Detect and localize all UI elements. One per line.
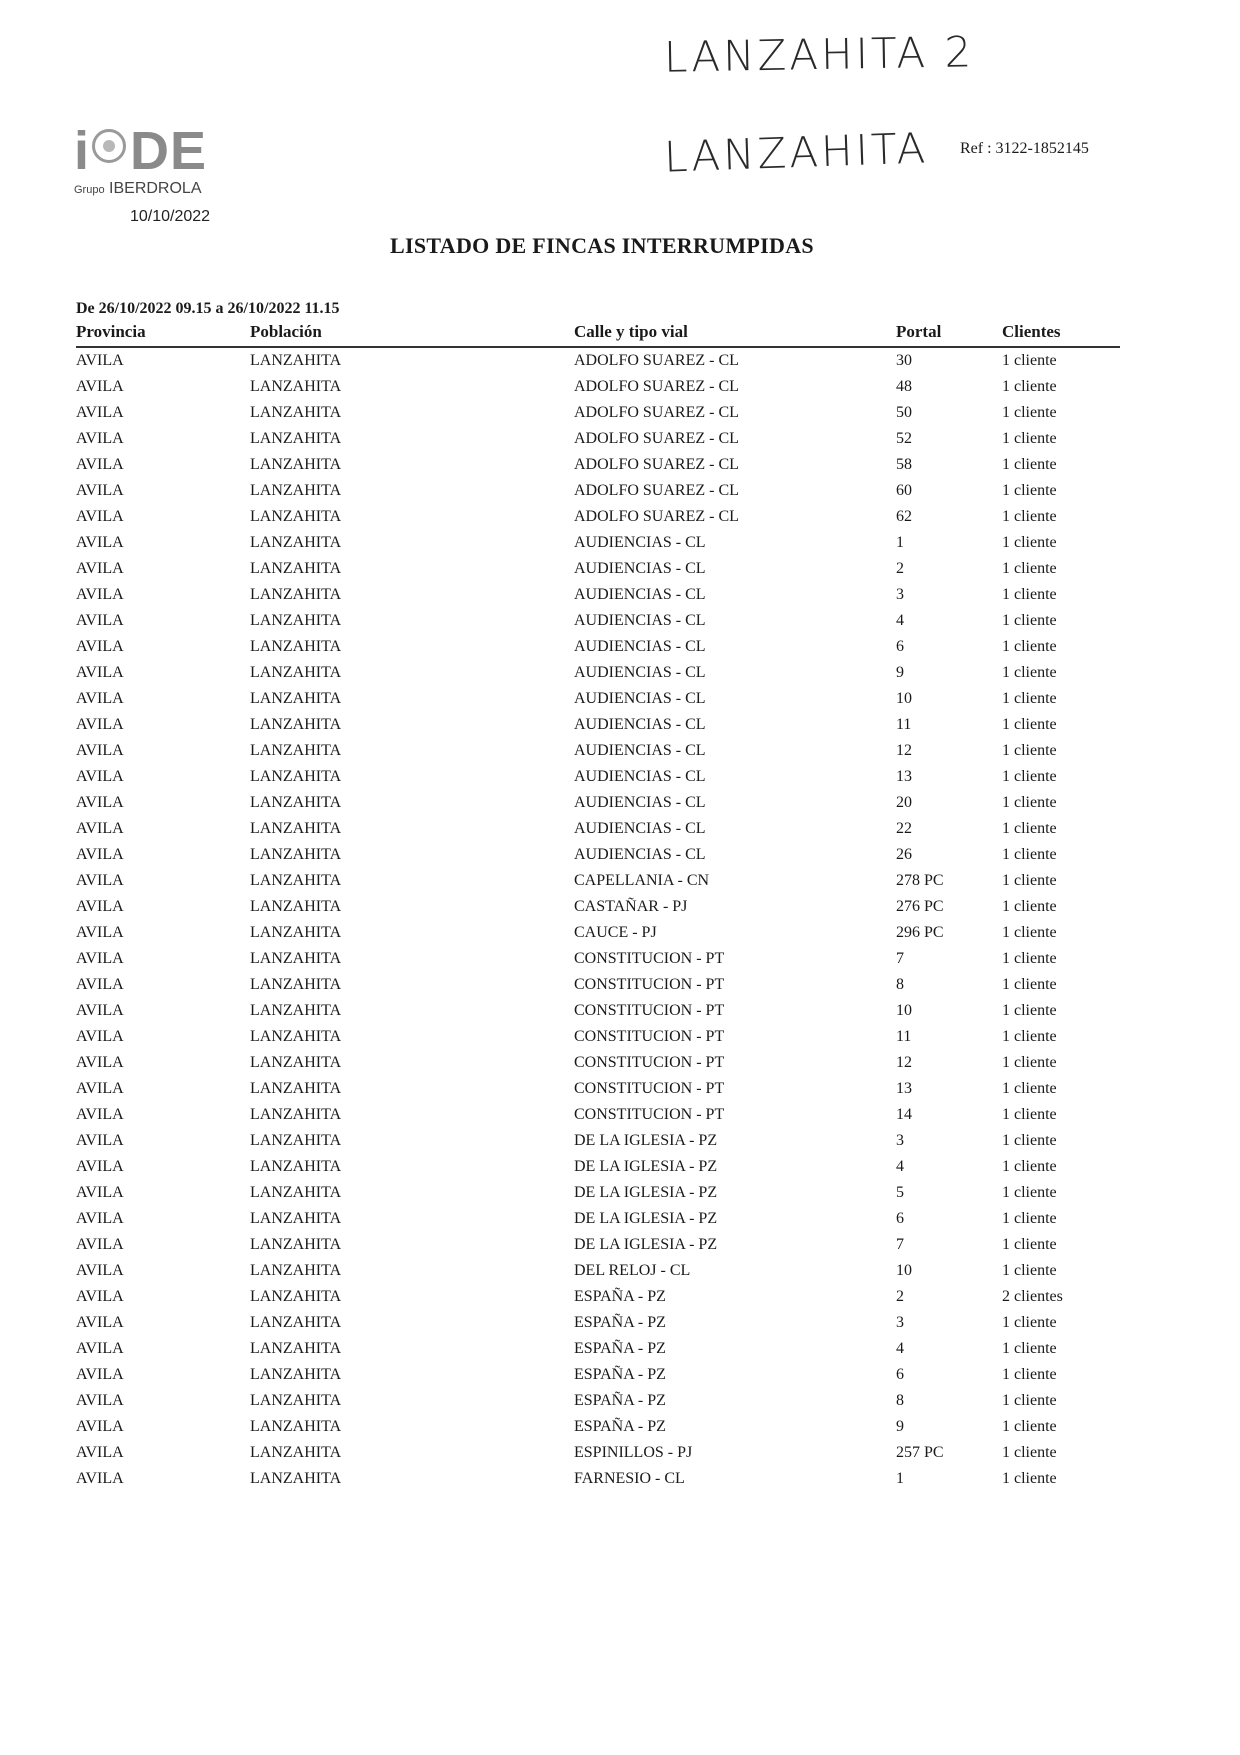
table-row	[76, 400, 1120, 426]
cell-poblacion: LANZAHITA	[250, 872, 342, 889]
cell-portal: 257 PC	[896, 1444, 944, 1461]
column-header-clientes: Clientes	[1002, 322, 1061, 341]
cell-provincia: AVILA	[76, 1158, 124, 1175]
cell-poblacion: LANZAHITA	[250, 1158, 342, 1175]
cell-provincia: AVILA	[76, 1210, 124, 1227]
cell-portal: 20	[896, 794, 912, 811]
cell-poblacion: LANZAHITA	[250, 1418, 342, 1435]
cell-clientes: 1 cliente	[1002, 1236, 1057, 1253]
table-row	[76, 1466, 1120, 1492]
cell-poblacion: LANZAHITA	[250, 690, 342, 707]
cell-calle: CONSTITUCION - PT	[574, 1106, 725, 1123]
cell-poblacion: LANZAHITA	[250, 352, 342, 369]
ide-logo-mark: i DE	[74, 121, 208, 181]
cell-portal: 30	[896, 352, 912, 369]
cell-portal: 6	[896, 1366, 904, 1383]
cell-provincia: AVILA	[76, 950, 124, 967]
cell-portal: 9	[896, 664, 904, 681]
cell-provincia: AVILA	[76, 846, 124, 863]
table-row	[76, 868, 1120, 894]
cell-poblacion: LANZAHITA	[250, 716, 342, 733]
cell-provincia: AVILA	[76, 1132, 124, 1149]
cell-poblacion: LANZAHITA	[250, 950, 342, 967]
cell-portal: 3	[896, 586, 904, 603]
handwritten-note-2: LANZAHITA	[663, 123, 929, 182]
cell-calle: AUDIENCIAS - CL	[574, 638, 706, 655]
cell-poblacion: LANZAHITA	[250, 1054, 342, 1071]
cell-clientes: 1 cliente	[1002, 898, 1057, 915]
cell-clientes: 1 cliente	[1002, 820, 1057, 837]
cell-clientes: 1 cliente	[1002, 352, 1057, 369]
cell-portal: 1	[896, 1470, 904, 1487]
cell-clientes: 1 cliente	[1002, 1080, 1057, 1097]
cell-poblacion: LANZAHITA	[250, 924, 342, 941]
cell-clientes: 1 cliente	[1002, 1132, 1057, 1149]
cell-provincia: AVILA	[76, 534, 124, 551]
cell-clientes: 1 cliente	[1002, 742, 1057, 759]
cell-calle: ADOLFO SUAREZ - CL	[574, 508, 739, 525]
table-row	[76, 1076, 1120, 1102]
table-row	[76, 348, 1120, 374]
cell-poblacion: LANZAHITA	[250, 1366, 342, 1383]
cell-portal: 6	[896, 638, 904, 655]
table-row	[76, 504, 1120, 530]
cell-portal: 14	[896, 1106, 912, 1123]
cell-provincia: AVILA	[76, 1002, 124, 1019]
table-row	[76, 686, 1120, 712]
cell-portal: 1	[896, 534, 904, 551]
cell-calle: CONSTITUCION - PT	[574, 950, 725, 967]
cell-calle: DE LA IGLESIA - PZ	[574, 1210, 718, 1227]
cell-portal: 2	[896, 1288, 904, 1305]
cell-clientes: 1 cliente	[1002, 638, 1057, 655]
cell-poblacion: LANZAHITA	[250, 1028, 342, 1045]
cell-portal: 12	[896, 742, 912, 759]
cell-calle: AUDIENCIAS - CL	[574, 768, 706, 785]
cell-provincia: AVILA	[76, 560, 124, 577]
cell-clientes: 1 cliente	[1002, 1392, 1057, 1409]
cell-poblacion: LANZAHITA	[250, 794, 342, 811]
cell-calle: CAUCE - PJ	[574, 924, 657, 941]
cell-portal: 12	[896, 1054, 912, 1071]
cell-clientes: 1 cliente	[1002, 1314, 1057, 1331]
cell-provincia: AVILA	[76, 378, 124, 395]
cell-portal: 60	[896, 482, 912, 499]
cell-calle: CAPELLANIA - CN	[574, 872, 710, 889]
cell-clientes: 1 cliente	[1002, 508, 1057, 525]
cell-calle: DE LA IGLESIA - PZ	[574, 1236, 718, 1253]
cell-provincia: AVILA	[76, 1392, 124, 1409]
cell-calle: AUDIENCIAS - CL	[574, 846, 706, 863]
cell-calle: ADOLFO SUAREZ - CL	[574, 482, 739, 499]
table-row	[76, 816, 1120, 842]
cell-calle: AUDIENCIAS - CL	[574, 820, 706, 837]
cell-poblacion: LANZAHITA	[250, 1470, 342, 1487]
table-row	[76, 530, 1120, 556]
iberdrola-logo	[74, 121, 224, 204]
cell-portal: 5	[896, 1184, 904, 1201]
table-row	[76, 608, 1120, 634]
cell-calle: ADOLFO SUAREZ - CL	[574, 352, 739, 369]
cell-clientes: 1 cliente	[1002, 976, 1057, 993]
fincas-table	[76, 322, 1120, 1492]
cell-clientes: 1 cliente	[1002, 846, 1057, 863]
cell-portal: 62	[896, 508, 912, 525]
table-row	[76, 790, 1120, 816]
cell-clientes: 1 cliente	[1002, 612, 1057, 629]
cell-portal: 276 PC	[896, 898, 944, 915]
cell-calle: ADOLFO SUAREZ - CL	[574, 404, 739, 421]
cell-clientes: 1 cliente	[1002, 924, 1057, 941]
cell-poblacion: LANZAHITA	[250, 482, 342, 499]
cell-poblacion: LANZAHITA	[250, 898, 342, 915]
cell-portal: 52	[896, 430, 912, 447]
cell-provincia: AVILA	[76, 612, 124, 629]
cell-portal: 58	[896, 456, 912, 473]
cell-provincia: AVILA	[76, 976, 124, 993]
cell-poblacion: LANZAHITA	[250, 378, 342, 395]
cell-calle: CONSTITUCION - PT	[574, 1002, 725, 1019]
table-row	[76, 1414, 1120, 1440]
cell-portal: 48	[896, 378, 912, 395]
table-row	[76, 1284, 1120, 1310]
table-row	[76, 426, 1120, 452]
cell-clientes: 1 cliente	[1002, 1262, 1057, 1279]
cell-portal: 10	[896, 690, 912, 707]
cell-calle: DE LA IGLESIA - PZ	[574, 1184, 718, 1201]
table-row	[76, 1206, 1120, 1232]
cell-provincia: AVILA	[76, 872, 124, 889]
cell-portal: 10	[896, 1002, 912, 1019]
cell-portal: 10	[896, 1262, 912, 1279]
cell-provincia: AVILA	[76, 742, 124, 759]
cell-provincia: AVILA	[76, 456, 124, 473]
cell-provincia: AVILA	[76, 430, 124, 447]
table-row	[76, 1440, 1120, 1466]
cell-provincia: AVILA	[76, 1340, 124, 1357]
cell-calle: ADOLFO SUAREZ - CL	[574, 378, 739, 395]
cell-poblacion: LANZAHITA	[250, 1444, 342, 1461]
document-title: LISTADO DE FINCAS INTERRUMPIDAS	[390, 233, 814, 258]
cell-poblacion: LANZAHITA	[250, 1262, 342, 1279]
cell-provincia: AVILA	[76, 1418, 124, 1435]
cell-provincia: AVILA	[76, 1444, 124, 1461]
handwritten-note-1: LANZAHITA 2	[663, 27, 975, 82]
cell-clientes: 1 cliente	[1002, 1184, 1057, 1201]
cell-poblacion: LANZAHITA	[250, 1210, 342, 1227]
cell-poblacion: LANZAHITA	[250, 404, 342, 421]
cell-clientes: 1 cliente	[1002, 1158, 1057, 1175]
cell-calle: CONSTITUCION - PT	[574, 976, 725, 993]
cell-poblacion: LANZAHITA	[250, 1288, 342, 1305]
cell-provincia: AVILA	[76, 1184, 124, 1201]
cell-poblacion: LANZAHITA	[250, 638, 342, 655]
cell-clientes: 1 cliente	[1002, 664, 1057, 681]
cell-calle: ESPAÑA - PZ	[574, 1314, 666, 1331]
cell-portal: 6	[896, 1210, 904, 1227]
cell-provincia: AVILA	[76, 664, 124, 681]
cell-clientes: 1 cliente	[1002, 1444, 1057, 1461]
table-row	[76, 1128, 1120, 1154]
cell-portal: 4	[896, 612, 904, 629]
table-row	[76, 738, 1120, 764]
cell-provincia: AVILA	[76, 1314, 124, 1331]
column-header-poblacion: Población	[250, 322, 322, 341]
cell-portal: 9	[896, 1418, 904, 1435]
cell-clientes: 1 cliente	[1002, 430, 1057, 447]
cell-clientes: 1 cliente	[1002, 690, 1057, 707]
cell-poblacion: LANZAHITA	[250, 1132, 342, 1149]
cell-portal: 4	[896, 1158, 904, 1175]
cell-provincia: AVILA	[76, 690, 124, 707]
cell-portal: 11	[896, 716, 912, 733]
cell-poblacion: LANZAHITA	[250, 612, 342, 629]
cell-provincia: AVILA	[76, 898, 124, 915]
cell-portal: 13	[896, 768, 912, 785]
cell-clientes: 1 cliente	[1002, 1002, 1057, 1019]
cell-clientes: 1 cliente	[1002, 560, 1057, 577]
table-row	[76, 1336, 1120, 1362]
cell-portal: 8	[896, 1392, 904, 1409]
cell-clientes: 1 cliente	[1002, 950, 1057, 967]
cell-clientes: 1 cliente	[1002, 716, 1057, 733]
cell-calle: AUDIENCIAS - CL	[574, 664, 706, 681]
cell-clientes: 1 cliente	[1002, 456, 1057, 473]
cell-clientes: 1 cliente	[1002, 482, 1057, 499]
cell-portal: 4	[896, 1340, 904, 1357]
cell-clientes: 1 cliente	[1002, 1418, 1057, 1435]
table-row	[76, 920, 1120, 946]
cell-portal: 3	[896, 1314, 904, 1331]
cell-provincia: AVILA	[76, 352, 124, 369]
cell-calle: DE LA IGLESIA - PZ	[574, 1158, 718, 1175]
cell-provincia: AVILA	[76, 768, 124, 785]
cell-clientes: 1 cliente	[1002, 1054, 1057, 1071]
cell-provincia: AVILA	[76, 716, 124, 733]
cell-clientes: 1 cliente	[1002, 378, 1057, 395]
table-row	[76, 660, 1120, 686]
cell-poblacion: LANZAHITA	[250, 1392, 342, 1409]
table-header	[76, 322, 1120, 348]
cell-clientes: 1 cliente	[1002, 404, 1057, 421]
cell-provincia: AVILA	[76, 1080, 124, 1097]
cell-poblacion: LANZAHITA	[250, 1314, 342, 1331]
cell-clientes: 1 cliente	[1002, 586, 1057, 603]
table-row	[76, 894, 1120, 920]
column-header-calle: Calle y tipo vial	[574, 322, 688, 341]
cell-poblacion: LANZAHITA	[250, 456, 342, 473]
cell-portal: 11	[896, 1028, 912, 1045]
cell-poblacion: LANZAHITA	[250, 1106, 342, 1123]
table-row	[76, 374, 1120, 400]
cell-poblacion: LANZAHITA	[250, 1002, 342, 1019]
cell-portal: 2	[896, 560, 904, 577]
cell-provincia: AVILA	[76, 1366, 124, 1383]
table-row	[76, 1102, 1120, 1128]
table-row	[76, 1154, 1120, 1180]
cell-clientes: 1 cliente	[1002, 1106, 1057, 1123]
column-header-portal: Portal	[896, 322, 942, 341]
cell-calle: DE LA IGLESIA - PZ	[574, 1132, 718, 1149]
cell-portal: 22	[896, 820, 912, 837]
cell-portal: 13	[896, 1080, 912, 1097]
cell-provincia: AVILA	[76, 508, 124, 525]
cell-poblacion: LANZAHITA	[250, 742, 342, 759]
cell-portal: 50	[896, 404, 912, 421]
table-row	[76, 972, 1120, 998]
cell-poblacion: LANZAHITA	[250, 976, 342, 993]
cell-clientes: 1 cliente	[1002, 872, 1057, 889]
cell-provincia: AVILA	[76, 1106, 124, 1123]
cell-provincia: AVILA	[76, 638, 124, 655]
cell-poblacion: LANZAHITA	[250, 430, 342, 447]
cell-calle: ESPAÑA - PZ	[574, 1288, 666, 1305]
cell-provincia: AVILA	[76, 1262, 124, 1279]
table-row	[76, 634, 1120, 660]
table-row	[76, 946, 1120, 972]
table-row	[76, 1258, 1120, 1284]
cell-provincia: AVILA	[76, 1236, 124, 1253]
cell-calle: AUDIENCIAS - CL	[574, 560, 706, 577]
table-row	[76, 764, 1120, 790]
date-range: De 26/10/2022 09.15 a 26/10/2022 11.15	[76, 300, 340, 317]
cell-calle: ESPINILLOS - PJ	[574, 1444, 693, 1461]
document-date: 10/10/2022	[130, 208, 211, 225]
cell-poblacion: LANZAHITA	[250, 508, 342, 525]
cell-provincia: AVILA	[76, 482, 124, 499]
cell-provincia: AVILA	[76, 794, 124, 811]
table-row	[76, 1024, 1120, 1050]
cell-provincia: AVILA	[76, 586, 124, 603]
cell-calle: DEL RELOJ - CL	[574, 1262, 691, 1279]
cell-poblacion: LANZAHITA	[250, 846, 342, 863]
cell-calle: AUDIENCIAS - CL	[574, 794, 706, 811]
cell-clientes: 1 cliente	[1002, 1210, 1057, 1227]
cell-portal: 8	[896, 976, 904, 993]
table-row	[76, 478, 1120, 504]
cell-clientes: 1 cliente	[1002, 794, 1057, 811]
cell-clientes: 1 cliente	[1002, 1470, 1057, 1487]
cell-poblacion: LANZAHITA	[250, 586, 342, 603]
cell-poblacion: LANZAHITA	[250, 560, 342, 577]
reference-number: Ref : 3122-1852145	[960, 140, 1089, 157]
cell-portal: 26	[896, 846, 912, 863]
cell-calle: CONSTITUCION - PT	[574, 1028, 725, 1045]
cell-poblacion: LANZAHITA	[250, 1340, 342, 1357]
cell-calle: CONSTITUCION - PT	[574, 1080, 725, 1097]
cell-poblacion: LANZAHITA	[250, 1236, 342, 1253]
table-row	[76, 582, 1120, 608]
cell-poblacion: LANZAHITA	[250, 768, 342, 785]
cell-calle: AUDIENCIAS - CL	[574, 586, 706, 603]
logo-subtitle: Grupo IBERDROLA	[74, 180, 202, 197]
cell-clientes: 1 cliente	[1002, 534, 1057, 551]
cell-poblacion: LANZAHITA	[250, 534, 342, 551]
cell-calle: AUDIENCIAS - CL	[574, 690, 706, 707]
cell-calle: ADOLFO SUAREZ - CL	[574, 430, 739, 447]
table-row	[76, 1232, 1120, 1258]
logo-dot-icon	[92, 129, 126, 163]
table-row	[76, 842, 1120, 868]
cell-provincia: AVILA	[76, 820, 124, 837]
cell-provincia: AVILA	[76, 1288, 124, 1305]
table-row	[76, 1388, 1120, 1414]
cell-clientes: 2 clientes	[1002, 1288, 1063, 1305]
cell-calle: AUDIENCIAS - CL	[574, 612, 706, 629]
cell-poblacion: LANZAHITA	[250, 820, 342, 837]
cell-calle: ADOLFO SUAREZ - CL	[574, 456, 739, 473]
cell-portal: 278 PC	[896, 872, 944, 889]
cell-provincia: AVILA	[76, 1028, 124, 1045]
cell-provincia: AVILA	[76, 404, 124, 421]
table-body	[76, 348, 1120, 1492]
cell-poblacion: LANZAHITA	[250, 664, 342, 681]
cell-portal: 7	[896, 950, 904, 967]
cell-calle: ESPAÑA - PZ	[574, 1366, 666, 1383]
table-row	[76, 1310, 1120, 1336]
table-row	[76, 998, 1120, 1024]
cell-calle: CASTAÑAR - PJ	[574, 898, 688, 915]
cell-calle: AUDIENCIAS - CL	[574, 716, 706, 733]
column-header-provincia: Provincia	[76, 322, 146, 341]
cell-provincia: AVILA	[76, 924, 124, 941]
cell-calle: ESPAÑA - PZ	[574, 1418, 666, 1435]
cell-poblacion: LANZAHITA	[250, 1080, 342, 1097]
cell-clientes: 1 cliente	[1002, 1340, 1057, 1357]
table-row	[76, 1050, 1120, 1076]
cell-calle: CONSTITUCION - PT	[574, 1054, 725, 1071]
cell-calle: FARNESIO - CL	[574, 1470, 685, 1487]
cell-provincia: AVILA	[76, 1054, 124, 1071]
cell-poblacion: LANZAHITA	[250, 1184, 342, 1201]
cell-portal: 7	[896, 1236, 904, 1253]
table-row	[76, 712, 1120, 738]
cell-clientes: 1 cliente	[1002, 768, 1057, 785]
table-row	[76, 1180, 1120, 1206]
cell-calle: ESPAÑA - PZ	[574, 1340, 666, 1357]
cell-calle: AUDIENCIAS - CL	[574, 534, 706, 551]
cell-portal: 3	[896, 1132, 904, 1149]
table-row	[76, 452, 1120, 478]
cell-provincia: AVILA	[76, 1470, 124, 1487]
cell-clientes: 1 cliente	[1002, 1366, 1057, 1383]
cell-calle: ESPAÑA - PZ	[574, 1392, 666, 1409]
table-row	[76, 556, 1120, 582]
cell-clientes: 1 cliente	[1002, 1028, 1057, 1045]
cell-portal: 296 PC	[896, 924, 944, 941]
cell-calle: AUDIENCIAS - CL	[574, 742, 706, 759]
table-row	[76, 1362, 1120, 1388]
